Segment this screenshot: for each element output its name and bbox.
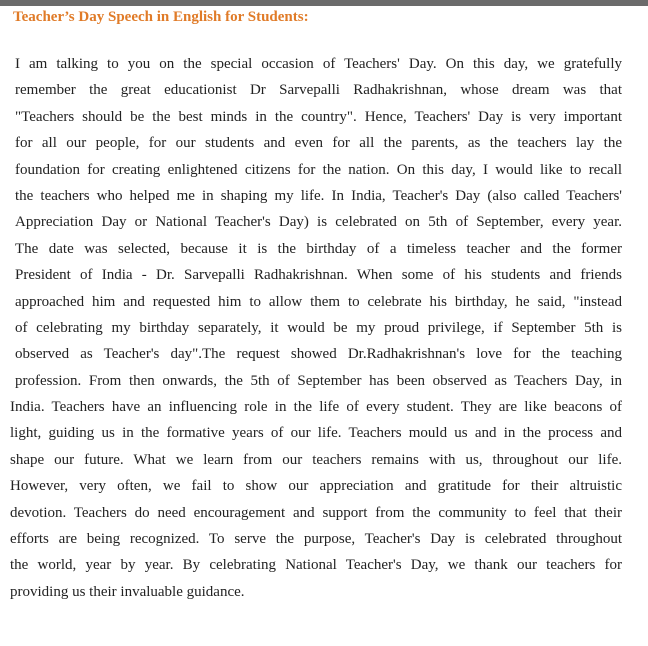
paragraph-line: However, very often, we fail to show our appreciation and gratitude for their altruistic [10, 478, 622, 495]
paragraph-line: efforts are being recognized. To serve the purpose, Teacher's Day is celebrated throughout [10, 531, 622, 548]
paragraph-line: providing us their invaluable guidance. [10, 583, 245, 600]
paragraph-line: of celebrating my birthday separately, it would be my proud privilege, if September 5th is [15, 319, 622, 336]
paragraph-line: India. Teachers have an influencing role in the life of every student. They are like beacons of [10, 399, 622, 416]
paragraph-line: light, guiding us in the formative years of our life. Teachers mould us and in the process and [10, 425, 622, 442]
paragraph-line: the teachers who helped me in shaping my life. In India, Teacher's Day (also called Teachers' [15, 187, 622, 204]
paragraph-line: devotion. Teachers do need encouragement and support from the community to feel that their [10, 504, 622, 521]
paragraph-line: observed as Teacher's day".The request showed Dr.Radhakrishnan's love for the teaching [15, 346, 622, 363]
speech-paragraph [0, 51, 648, 605]
paragraph-line: for all our people, for our students and even for all the parents, as the teachers lay the [15, 135, 622, 152]
paragraph-line: profession. From then onwards, the 5th of September has been observed as Teachers Day, in [15, 372, 622, 389]
top-divider-bar [0, 0, 648, 6]
paragraph-line: "Teachers should be the best minds in the country". Hence, Teachers' Day is very important [15, 108, 622, 125]
paragraph-line: approached him and requested him to allow them to celebrate his birthday, he said, "instead [15, 293, 622, 310]
paragraph-line: I am talking to you on the special occasion of Teachers' Day. On this day, we gratefully [15, 56, 622, 72]
page-heading: Teacher’s Day Speech in English for Students: [13, 9, 309, 25]
paragraph-line: President of India - Dr. Sarvepalli Radhakrishnan. When some of his students and friends [15, 267, 622, 284]
paragraph-line: remember the great educationist Dr Sarvepalli Radhakrishnan, whose dream was that [15, 82, 622, 99]
paragraph-line: Appreciation Day or National Teacher's Day) is celebrated on 5th of September, every year. [15, 214, 622, 231]
paragraph-line: shape our future. What we learn from our teachers remains with us, throughout our life. [10, 451, 622, 468]
paragraph-line: the world, year by year. By celebrating National Teacher's Day, we thank our teachers for [10, 557, 622, 574]
paragraph-line: The date was selected, because it is the birthday of a timeless teacher and the former [15, 240, 622, 257]
paragraph-line: foundation for creating enlightened citizens for the nation. On this day, I would like to recall [15, 161, 622, 178]
